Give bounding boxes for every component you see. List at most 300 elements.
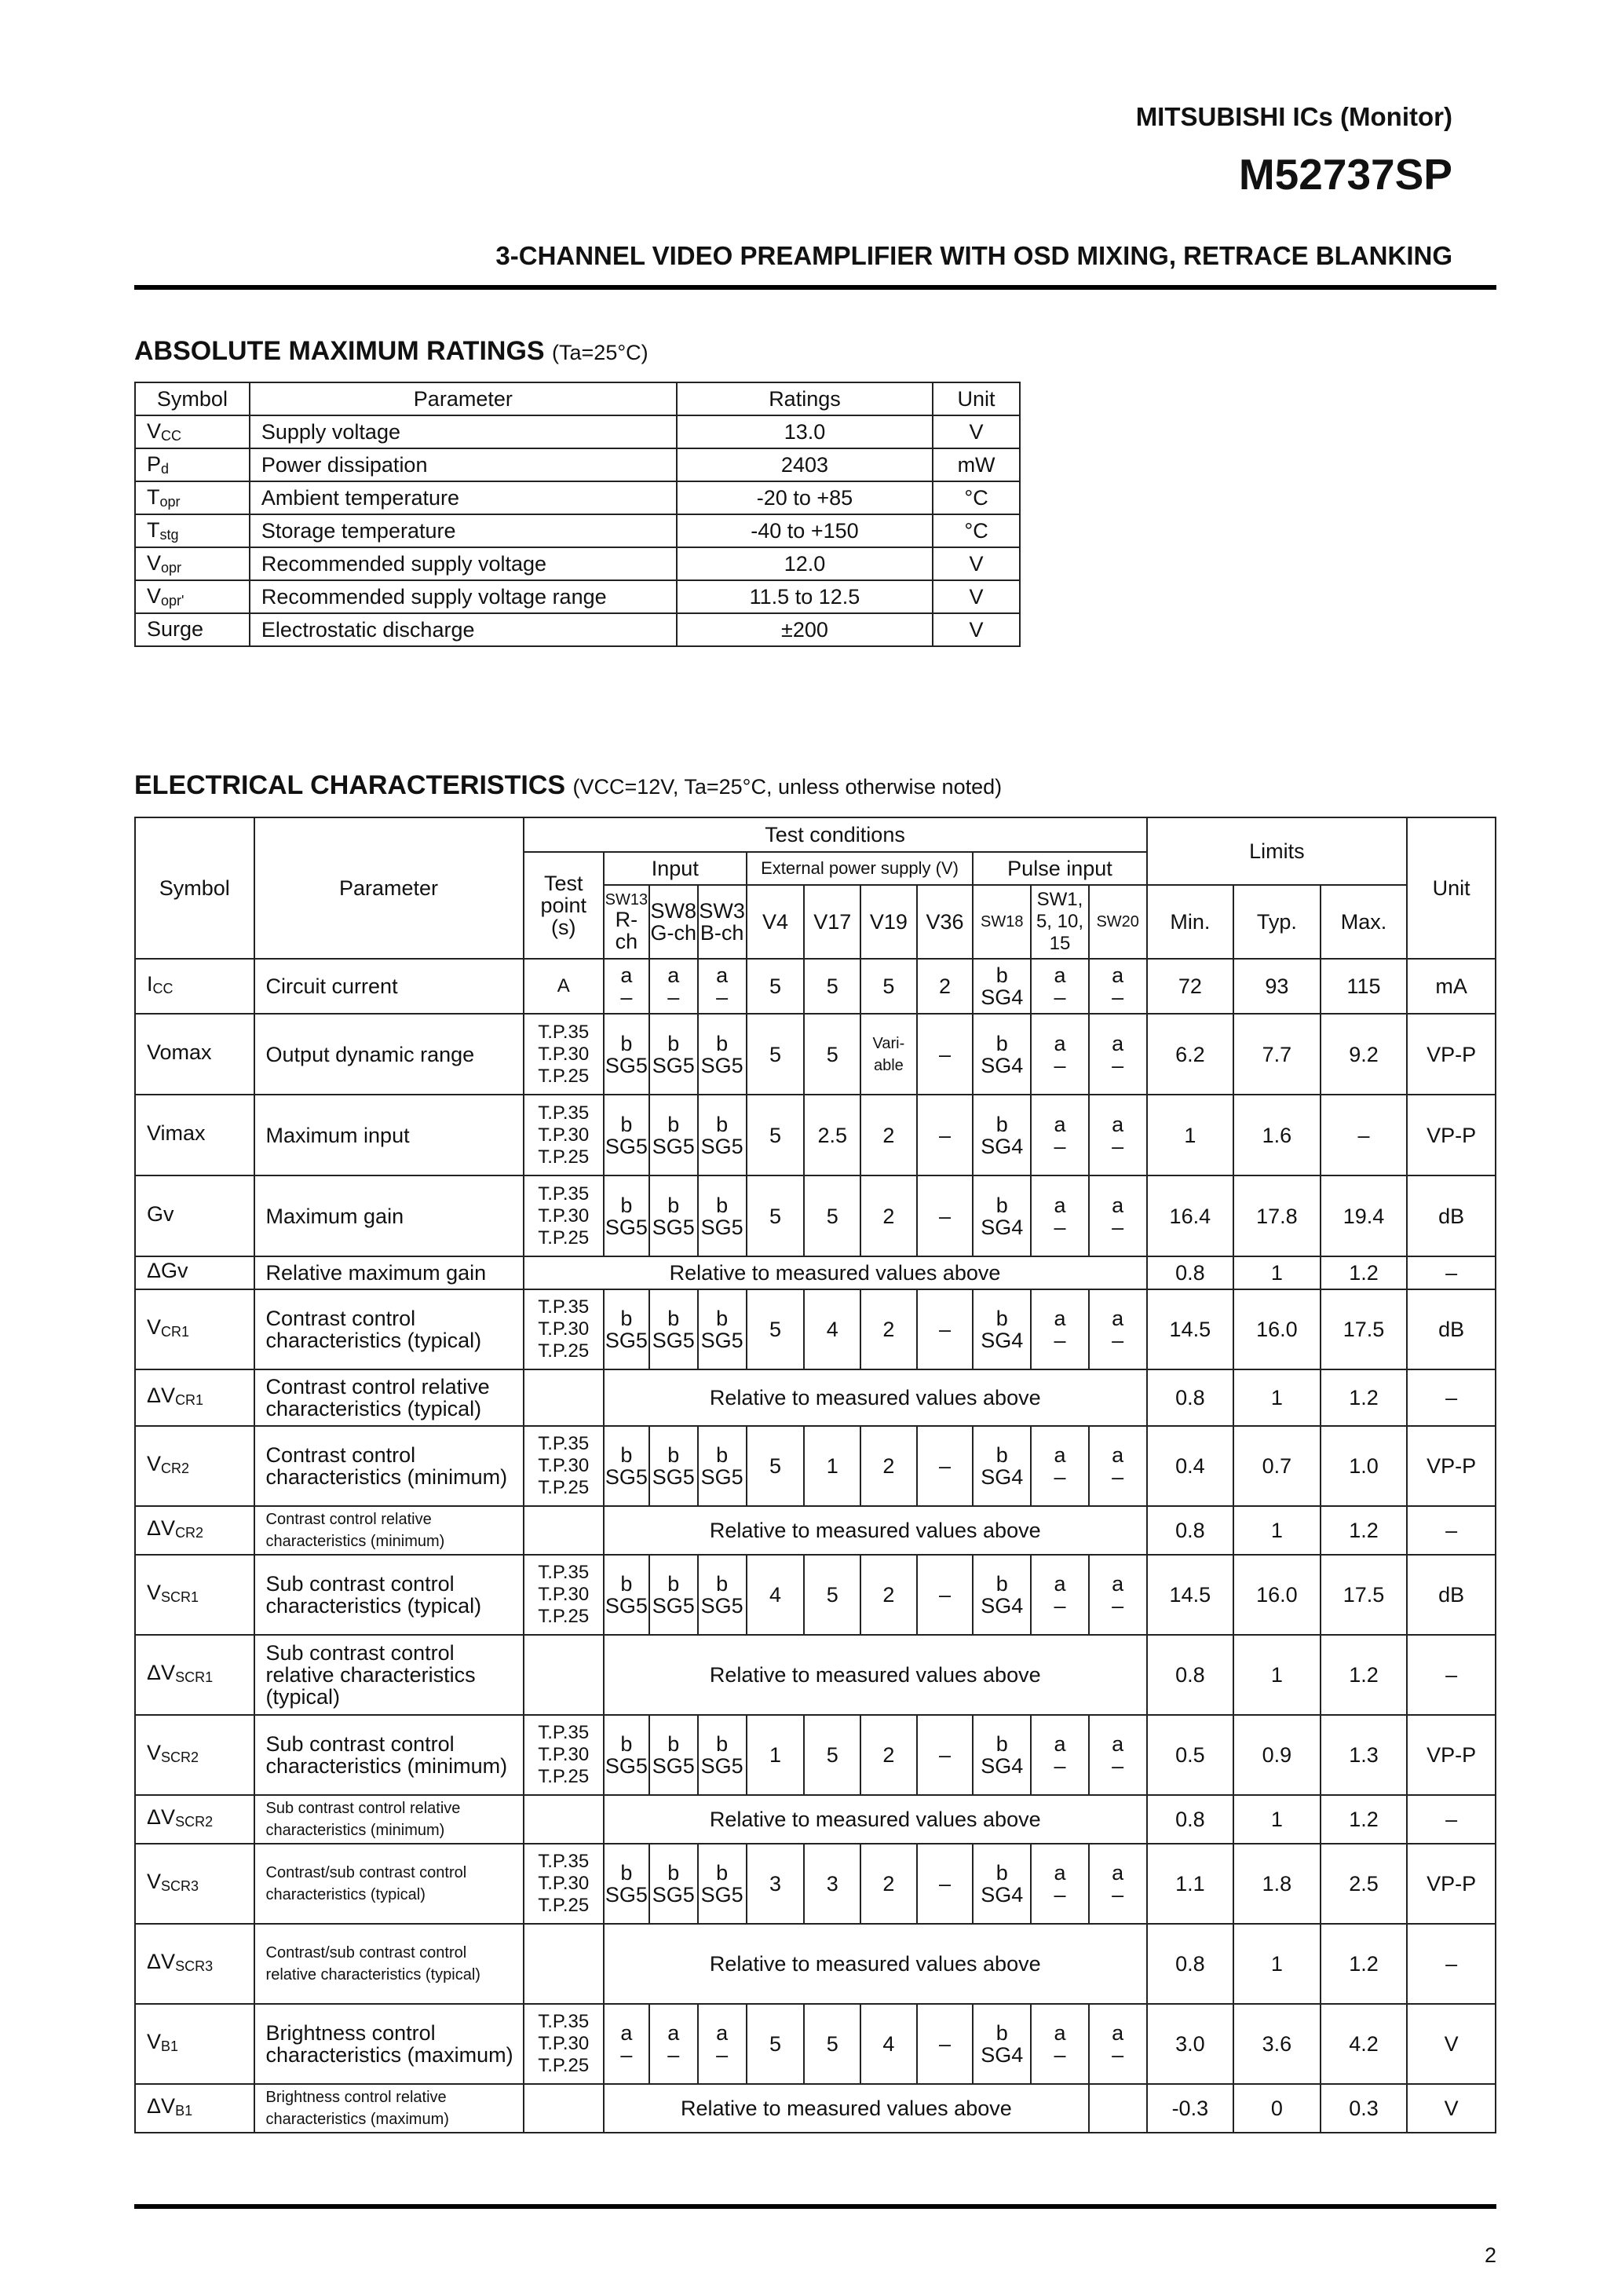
ec-cell-parameter: Relative maximum gain — [254, 1256, 524, 1289]
ec-header-test-point: Test point (s) — [524, 852, 604, 959]
ec-cell-max: 1.3 — [1321, 1715, 1408, 1795]
ec-switch-pos: b — [716, 1031, 729, 1055]
abs-cell-unit: V — [933, 613, 1020, 646]
ec-cell-symbol — [135, 1175, 254, 1256]
abs-cell-symbol — [135, 514, 250, 547]
ec-cell-typ: 1 — [1233, 1924, 1321, 2004]
ec-cell-parameter: Contrast/sub contrast control characteristics (typical) — [254, 1844, 524, 1924]
ec-switch-signal: – — [1054, 1883, 1066, 1907]
abs-cell-rating: 2403 — [677, 448, 933, 481]
ec-cell-v4: 5 — [747, 1426, 805, 1506]
ec-cell-min: 14.5 — [1147, 1289, 1234, 1369]
ec-cell-parameter: Output dynamic range — [254, 1014, 524, 1095]
ec-cell-sw20 — [1089, 959, 1147, 1014]
part-number: M52737SP — [1238, 150, 1452, 199]
ec-cell-max: 1.2 — [1321, 1369, 1408, 1426]
ec-cell-symbol — [135, 1426, 254, 1506]
ec-cell-parameter: Maximum input — [254, 1095, 524, 1175]
abs-cell-parameter: Recommended supply voltage range — [250, 580, 677, 613]
abs-max-title-text: ABSOLUTE MAXIMUM RATINGS — [134, 336, 545, 366]
ec-switch-signal: – — [667, 2043, 680, 2067]
ec-cell-sw3 — [698, 959, 747, 1014]
abs-symbol: T — [147, 518, 160, 542]
ec-cell-unit: VP-P — [1407, 1014, 1496, 1095]
ec-cell-typ: 16.0 — [1233, 1289, 1321, 1369]
ec-cell-sw1 — [1031, 1426, 1089, 1506]
ec-switch-signal: SG5 — [700, 1883, 743, 1907]
ec-switch-signal: SG5 — [652, 1329, 695, 1352]
ec-switch-pos: a — [1054, 1031, 1066, 1055]
ec-switch-pos: a — [1054, 2021, 1066, 2045]
abs-row — [135, 580, 1020, 613]
abs-symbol: V — [147, 551, 162, 575]
ec-cell-parameter: Sub contrast control relative characteristics (minimum) — [254, 1795, 524, 1844]
ec-switch-pos: a — [1112, 2021, 1124, 2045]
ec-switch-signal: SG4 — [981, 1215, 1024, 1239]
elec-condition: (VCC=12V, Ta=25°C, unless otherwise noted) — [572, 775, 1003, 799]
ec-switch-pos: b — [995, 1307, 1008, 1330]
abs-cell-rating: 13.0 — [677, 415, 933, 448]
ec-symbol-delta: Δ — [147, 1516, 162, 1540]
ec-symbol-sub: CC — [152, 981, 174, 996]
ec-cell-parameter: Sub contrast control characteristics (typical) — [254, 1555, 524, 1635]
ec-cell-symbol — [135, 959, 254, 1014]
ec-symbol-sub: CR2 — [161, 1461, 190, 1476]
ec-cell-typ: 1 — [1233, 1506, 1321, 1555]
page-number: 2 — [1484, 2243, 1496, 2267]
ec-switch-signal: SG5 — [700, 1329, 743, 1352]
ec-cell-max: 115 — [1321, 959, 1408, 1014]
ec-header-v17: V17 — [804, 885, 860, 959]
ec-symbol-delta: Δ — [147, 1384, 162, 1407]
ec-cell-typ: 0.9 — [1233, 1715, 1321, 1795]
ec-cell-sw3 — [698, 1289, 747, 1369]
ec-cell-sw1 — [1031, 1014, 1089, 1095]
ec-symbol-sub: SCR2 — [175, 1814, 214, 1830]
ec-cell-sw1 — [1031, 2004, 1089, 2084]
ec-cell-sw20 — [1089, 1844, 1147, 1924]
ec-cell-parameter: Contrast control relative characteristics (typical) — [254, 1369, 524, 1426]
ec-cell-sw8 — [649, 1095, 698, 1175]
ec-cell-v4: 5 — [747, 959, 805, 1014]
ec-cell-typ: 1 — [1233, 1635, 1321, 1715]
document-title: 3-CHANNEL VIDEO PREAMPLIFIER WITH OSD MIXING, RETRACE BLANKING — [495, 241, 1452, 270]
ec-switch-pos: b — [716, 1307, 729, 1330]
ec-cell-v36: – — [917, 1715, 974, 1795]
ec-cell-relative: Relative to measured values above — [604, 1795, 1147, 1844]
electrical-characteristics-table — [134, 817, 1496, 2133]
elec-title — [134, 770, 1002, 801]
ec-switch-signal: SG5 — [605, 1594, 648, 1618]
ec-cell-v4: 5 — [747, 2004, 805, 2084]
ec-cell-min: 0.8 — [1147, 1256, 1234, 1289]
ec-cell-max: 2.5 — [1321, 1844, 1408, 1924]
ec-cell-sw18 — [973, 1175, 1031, 1256]
abs-cell-unit: V — [933, 547, 1020, 580]
abs-cell-rating: -40 to +150 — [677, 514, 933, 547]
ec-switch-signal: – — [1054, 1754, 1066, 1778]
ec-switch-pos: a — [667, 2021, 680, 2045]
abs-cell-parameter: Electrostatic discharge — [250, 613, 677, 646]
ec-switch-signal: SG5 — [700, 1465, 743, 1489]
ec-symbol: V — [161, 1661, 176, 1684]
ec-switch-pos: b — [716, 1572, 729, 1596]
ec-cell-v19: 2 — [860, 1715, 917, 1795]
ec-cell-min: 6.2 — [1147, 1014, 1234, 1095]
header-rule — [134, 285, 1496, 290]
ec-symbol: V — [147, 1741, 162, 1764]
ec-cell-unit: dB — [1407, 1555, 1496, 1635]
ec-symbol: V — [147, 1315, 162, 1339]
ec-header-sw13: SW13 — [605, 891, 648, 909]
ec-cell-v17: 4 — [804, 1289, 860, 1369]
ec-switch-pos: a — [1112, 1443, 1124, 1467]
ec-cell-test-point: T.P.35 T.P.30 T.P.25 — [524, 1289, 604, 1369]
ec-cell-test-point — [524, 1795, 604, 1844]
ec-cell-v36: – — [917, 2004, 974, 2084]
ec-switch-pos: b — [716, 1193, 729, 1217]
ec-cell-sw18 — [973, 1289, 1031, 1369]
ec-cell-sw3 — [698, 1715, 747, 1795]
ec-cell-relative: Relative to measured values above — [604, 2084, 1089, 2133]
ec-switch-signal: SG5 — [652, 1053, 695, 1077]
ec-switch-pos: a — [1054, 1307, 1066, 1330]
ec-switch-pos: b — [620, 1861, 633, 1885]
ec-switch-signal: SG5 — [605, 1329, 648, 1352]
ec-cell-v17: 3 — [804, 1844, 860, 1924]
ec-symbol-delta: Δ — [147, 2094, 162, 2118]
ec-switch-pos: b — [995, 1732, 1008, 1756]
abs-row — [135, 481, 1020, 514]
ec-switch-signal: – — [716, 985, 729, 1009]
ec-cell-v36: – — [917, 1014, 974, 1095]
ec-switch-signal: SG5 — [700, 1215, 743, 1239]
ec-switch-pos: b — [620, 1193, 633, 1217]
abs-cell-parameter: Ambient temperature — [250, 481, 677, 514]
ec-cell-symbol — [135, 1795, 254, 1844]
ec-cell-v19: 2 — [860, 1426, 917, 1506]
ec-cell-sw13 — [604, 1715, 649, 1795]
ec-cell-sw18 — [973, 1014, 1031, 1095]
ec-cell-unit: – — [1407, 1635, 1496, 1715]
ec-cell-v17: 1 — [804, 1426, 860, 1506]
ec-cell-test-point — [524, 1924, 604, 2004]
ec-cell-v19: 5 — [860, 959, 917, 1014]
ec-switch-signal: – — [1112, 1134, 1124, 1158]
ec-cell-min: 0.5 — [1147, 1715, 1234, 1795]
footer-rule — [134, 2204, 1496, 2209]
ec-cell-min: 72 — [1147, 959, 1234, 1014]
ec-cell-min: 0.8 — [1147, 1924, 1234, 2004]
ec-cell-max: 19.4 — [1321, 1175, 1408, 1256]
ec-header-sw3-ch: B-ch — [700, 921, 744, 945]
ec-switch-signal: SG4 — [981, 1594, 1024, 1618]
ec-cell-sw13 — [604, 1095, 649, 1175]
abs-header-ratings: Ratings — [677, 382, 933, 415]
ec-cell-v36: – — [917, 1095, 974, 1175]
ec-header-input: Input — [604, 852, 747, 885]
ec-header-sw20: SW20 — [1089, 885, 1147, 959]
ec-switch-signal: – — [1054, 1465, 1066, 1489]
ec-header-sw8-ch: G-ch — [650, 921, 696, 945]
ec-cell-min: 16.4 — [1147, 1175, 1234, 1256]
ec-header-unit: Unit — [1407, 817, 1496, 959]
ec-cell-v19: Vari-able — [860, 1014, 917, 1095]
ec-cell-symbol — [135, 1369, 254, 1426]
ec-cell-parameter: Brightness control relative characteristics (maximum) — [254, 2084, 524, 2133]
ec-cell-symbol — [135, 1289, 254, 1369]
ec-cell-min: 0.8 — [1147, 1795, 1234, 1844]
ec-cell-unit: V — [1407, 2084, 1496, 2133]
ec-cell-sw20 — [1089, 1175, 1147, 1256]
abs-cell-unit: V — [933, 580, 1020, 613]
ec-cell-sw20 — [1089, 1555, 1147, 1635]
ec-cell-v4: 3 — [747, 1844, 805, 1924]
ec-cell-symbol — [135, 2004, 254, 2084]
ec-symbol-sub: SCR1 — [175, 1669, 214, 1685]
ec-switch-pos: b — [995, 1572, 1008, 1596]
ec-cell-sw13 — [604, 1555, 649, 1635]
ec-cell-symbol — [135, 1924, 254, 2004]
ec-switch-signal: – — [1112, 1053, 1124, 1077]
abs-symbol-sub: opr — [161, 560, 182, 576]
abs-cell-rating: 12.0 — [677, 547, 933, 580]
ec-cell-unit: – — [1407, 1795, 1496, 1844]
ec-symbol: V — [161, 1384, 176, 1407]
ec-switch-pos: a — [716, 2021, 729, 2045]
ec-switch-signal: SG5 — [605, 1053, 648, 1077]
abs-cell-parameter: Supply voltage — [250, 415, 677, 448]
ec-cell-unit: V — [1407, 2004, 1496, 2084]
ec-switch-signal: – — [1112, 1465, 1124, 1489]
ec-cell-v19: 4 — [860, 2004, 917, 2084]
ec-row — [135, 2004, 1496, 2084]
ec-cell-relative: Relative to measured values above — [604, 1924, 1147, 2004]
abs-header-parameter: Parameter — [250, 382, 677, 415]
ec-switch-pos: a — [716, 963, 729, 987]
ec-symbol: V — [147, 2030, 162, 2053]
ec-symbol: Vomax — [147, 1040, 212, 1064]
abs-cell-parameter: Storage temperature — [250, 514, 677, 547]
ec-cell-test-point — [524, 1506, 604, 1555]
ec-switch-signal: SG5 — [605, 1465, 648, 1489]
ec-switch-pos: a — [1112, 1861, 1124, 1885]
ec-switch-pos: a — [1054, 1861, 1066, 1885]
ec-switch-signal: SG5 — [652, 1594, 695, 1618]
ec-switch-pos: a — [1054, 1443, 1066, 1467]
ec-switch-pos: b — [667, 1732, 680, 1756]
ec-switch-pos: b — [620, 1307, 633, 1330]
ec-cell-unit: VP-P — [1407, 1095, 1496, 1175]
ec-cell-typ: 0.7 — [1233, 1426, 1321, 1506]
ec-cell-test-point: T.P.35 T.P.30 T.P.25 — [524, 1844, 604, 1924]
ec-cell-sw8 — [649, 1715, 698, 1795]
ec-symbol-sub: SCR3 — [161, 1878, 199, 1894]
ec-header-sw13-ch: R-ch — [615, 908, 638, 953]
ec-switch-pos: b — [716, 1732, 729, 1756]
ec-cell-relative: Relative to measured values above — [604, 1635, 1147, 1715]
ec-cell-sw8 — [649, 959, 698, 1014]
ec-symbol: V — [161, 1516, 176, 1540]
ec-switch-signal: – — [1054, 1053, 1066, 1077]
ec-cell-sw13 — [604, 1844, 649, 1924]
ec-switch-pos: a — [1054, 963, 1066, 987]
ec-cell-sw13 — [604, 959, 649, 1014]
ec-cell-typ: 0 — [1233, 2084, 1321, 2133]
ec-cell-min: 0.8 — [1147, 1506, 1234, 1555]
abs-cell-symbol — [135, 481, 250, 514]
elec-title-text: ELECTRICAL CHARACTERISTICS — [134, 770, 566, 800]
ec-cell-max: – — [1321, 1095, 1408, 1175]
ec-switch-pos: a — [1054, 1732, 1066, 1756]
ec-cell-unit: – — [1407, 1256, 1496, 1289]
ec-cell-test-point: T.P.35 T.P.30 T.P.25 — [524, 1715, 604, 1795]
ec-switch-signal: – — [1112, 1215, 1124, 1239]
ec-cell-v17: 5 — [804, 1555, 860, 1635]
ec-cell-test-point: T.P.35 T.P.30 T.P.25 — [524, 1175, 604, 1256]
ec-header-ext-power: External power supply (V) — [747, 852, 974, 885]
ec-cell-symbol — [135, 1844, 254, 1924]
ec-cell-sw18 — [973, 1095, 1031, 1175]
ec-cell-unit: – — [1407, 1369, 1496, 1426]
ec-cell-v4: 4 — [747, 1555, 805, 1635]
ec-cell-min: 0.8 — [1147, 1635, 1234, 1715]
ec-switch-pos: b — [995, 963, 1008, 987]
ec-cell-parameter: Sub contrast control characteristics (minimum) — [254, 1715, 524, 1795]
ec-symbol: Vimax — [147, 1121, 206, 1145]
ec-switch-signal: SG4 — [981, 1883, 1024, 1907]
ec-row — [135, 1426, 1496, 1506]
ec-cell-typ: 7.7 — [1233, 1014, 1321, 1095]
ec-cell-v4: 5 — [747, 1014, 805, 1095]
ec-cell-sw3 — [698, 1426, 747, 1506]
ec-switch-signal: – — [716, 2043, 729, 2067]
ec-row — [135, 1715, 1496, 1795]
ec-symbol-sub: B1 — [175, 2103, 193, 2119]
abs-header-unit: Unit — [933, 382, 1020, 415]
ec-switch-pos: a — [1054, 1193, 1066, 1217]
ec-cell-unit: VP-P — [1407, 1844, 1496, 1924]
ec-switch-pos: b — [995, 2021, 1008, 2045]
ec-switch-pos: a — [1112, 1193, 1124, 1217]
ec-cell-sw18 — [973, 1555, 1031, 1635]
ec-switch-signal: – — [1054, 2043, 1066, 2067]
ec-cell-typ: 1.6 — [1233, 1095, 1321, 1175]
ec-symbol: V — [161, 2094, 176, 2118]
ec-cell-test-point: A — [524, 959, 604, 1014]
ec-cell-typ: 93 — [1233, 959, 1321, 1014]
ec-cell-unit: – — [1407, 1924, 1496, 2004]
ec-switch-signal: – — [1112, 1329, 1124, 1352]
ec-cell-symbol — [135, 1014, 254, 1095]
ec-cell-sw8 — [649, 1426, 698, 1506]
ec-row — [135, 959, 1496, 1014]
ec-cell-sw1 — [1031, 1095, 1089, 1175]
ec-switch-signal: – — [1054, 1134, 1066, 1158]
ec-cell-sw18 — [973, 959, 1031, 1014]
ec-cell-sw3 — [698, 1844, 747, 1924]
ec-cell-unit: dB — [1407, 1289, 1496, 1369]
ec-row — [135, 1289, 1496, 1369]
ec-cell-v36: – — [917, 1426, 974, 1506]
ec-switch-pos: b — [667, 1861, 680, 1885]
ec-switch-pos: b — [667, 1572, 680, 1596]
ec-switch-pos: b — [716, 1861, 729, 1885]
ec-switch-signal: – — [1112, 2043, 1124, 2067]
ec-cell-typ: 1 — [1233, 1795, 1321, 1844]
ec-cell-symbol — [135, 2084, 254, 2133]
ec-header-v36: V36 — [917, 885, 974, 959]
ec-cell-unit: dB — [1407, 1175, 1496, 1256]
ec-cell-sw13 — [604, 2004, 649, 2084]
ec-cell-max: 1.2 — [1321, 1256, 1408, 1289]
ec-switch-pos: b — [995, 1031, 1008, 1055]
ec-cell-sw8 — [649, 2004, 698, 2084]
ec-switch-pos: a — [1054, 1572, 1066, 1596]
ec-switch-signal: SG4 — [981, 1053, 1024, 1077]
ec-cell-test-point: T.P.35 T.P.30 T.P.25 — [524, 1014, 604, 1095]
ec-symbol-delta: Δ — [147, 1259, 162, 1282]
ec-symbol-delta: Δ — [147, 1950, 162, 1973]
ec-cell-min: 0.4 — [1147, 1426, 1234, 1506]
ec-cell-sw13 — [604, 1175, 649, 1256]
ec-switch-pos: a — [1112, 1031, 1124, 1055]
abs-cell-symbol — [135, 547, 250, 580]
ec-cell-test-point — [524, 1635, 604, 1715]
ec-cell-sw13 — [604, 1289, 649, 1369]
ec-row — [135, 1369, 1496, 1426]
ec-cell-sw13 — [604, 1014, 649, 1095]
ec-header-sw8: SW8 — [650, 899, 696, 923]
ec-row — [135, 1256, 1496, 1289]
ec-cell-v17: 2.5 — [804, 1095, 860, 1175]
ec-header-limits: Limits — [1147, 817, 1408, 885]
ec-cell-sw8 — [649, 1175, 698, 1256]
ec-switch-pos: a — [1112, 963, 1124, 987]
ec-cell-symbol — [135, 1715, 254, 1795]
abs-row — [135, 613, 1020, 646]
ec-cell-unit: – — [1407, 1506, 1496, 1555]
ec-switch-pos: a — [620, 2021, 633, 2045]
ec-cell-max: 1.2 — [1321, 1795, 1408, 1844]
ec-cell-v4: 1 — [747, 1715, 805, 1795]
ec-cell-min: -0.3 — [1147, 2084, 1234, 2133]
ec-cell-sw3 — [698, 1555, 747, 1635]
ec-cell-v4: 5 — [747, 1289, 805, 1369]
ec-cell-sw1 — [1031, 1175, 1089, 1256]
abs-cell-unit: V — [933, 415, 1020, 448]
abs-cell-unit: °C — [933, 481, 1020, 514]
ec-cell-symbol — [135, 1256, 254, 1289]
abs-row — [135, 448, 1020, 481]
ec-header-symbol: Symbol — [135, 817, 254, 959]
ec-symbol: Gv — [147, 1201, 174, 1226]
ec-cell-v17: 5 — [804, 2004, 860, 2084]
ec-cell-v19: 2 — [860, 1175, 917, 1256]
ec-switch-pos: b — [667, 1443, 680, 1467]
ec-switch-signal: – — [1112, 1883, 1124, 1907]
ec-switch-pos: b — [620, 1031, 633, 1055]
ec-cell-symbol — [135, 1506, 254, 1555]
ec-symbol: V — [147, 1581, 162, 1604]
abs-symbol-sub: d — [161, 461, 170, 477]
ec-switch-signal: SG4 — [981, 985, 1024, 1009]
ec-switch-signal: SG5 — [652, 1134, 695, 1158]
ec-row — [135, 1175, 1496, 1256]
ec-cell-max: 1.2 — [1321, 1635, 1408, 1715]
ec-cell-sw8 — [649, 1844, 698, 1924]
ec-cell-parameter: Circuit current — [254, 959, 524, 1014]
